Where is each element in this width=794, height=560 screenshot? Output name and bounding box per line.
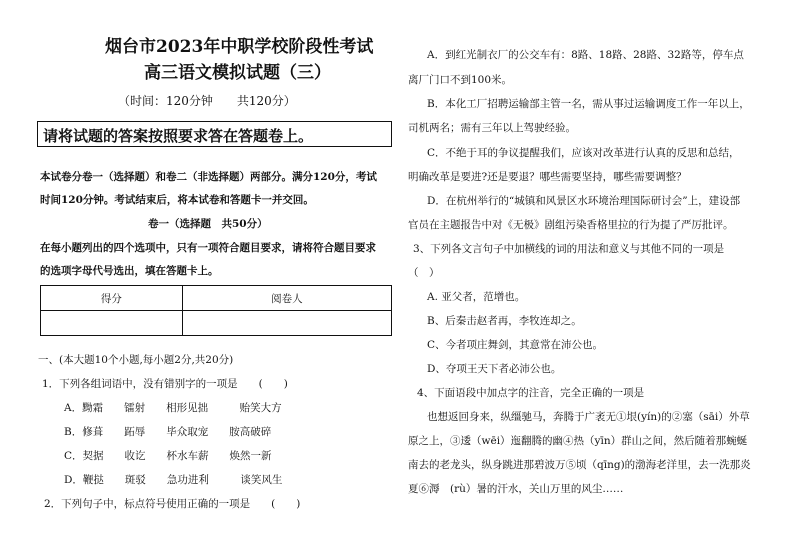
score-cell[interactable]	[41, 311, 183, 336]
q2-option-b-line-2: 司机两名；需有三年以上驾驶经验。	[408, 122, 576, 134]
q2-option-a-line-1: A．到红光制衣厂的公交车有：8路、18路、28路、32路等，停车点	[427, 49, 744, 61]
intro-line-1: 本试卷分卷一（选择题）和卷二（非选择题）两部分。满分120分，考试	[40, 171, 377, 183]
question-3-option-b: B、后秦击赵者再，李牧连却之。	[427, 315, 582, 327]
question-3-option-d: D、夺项王天下者必沛公也。	[427, 363, 562, 375]
passage-line-3: 南去的老龙头，纵身跳进那碧波万⑤顷（qīng)的渤海老洋里，去一洗那炎	[408, 459, 751, 471]
exam-time: （时间：120分钟 共120分）	[118, 94, 296, 108]
passage-line-1: 也想返回身来，纵缰驰马，奔腾于广袤无①垠(yín)的②塞（sāi）外草	[427, 411, 750, 423]
q2-option-b-line-1: B．本化工厂招聘运输部主管一名，需从事过运输调度工作一年以上，	[427, 98, 750, 110]
question-1-option-b: B．修葺 跖辱 毕众取宠 胺高破碎	[64, 426, 272, 438]
q2-option-c-line-1: C．不绝于耳的争议提醒我们，应该对改革进行认真的反思和总结，	[427, 147, 740, 159]
exam-subtitle: 高三语文模拟试题（三）	[144, 63, 331, 83]
question-4-stem: 4、下面语段中加点字的注音，完全正确的一项是	[417, 387, 645, 399]
question-3-option-a: A. 亚父者，范增也。	[427, 291, 526, 303]
notice-box	[37, 121, 392, 147]
q2-option-a-line-2: 离厂门口不到100米。	[408, 74, 513, 86]
question-3-stem: 3、下列各文言句子中加横线的词的用法和意义与其他不同的一项是	[413, 243, 725, 255]
question-2-stem: 2．下列句子中，标点符号使用正确的一项是 ( )	[44, 498, 301, 510]
intro-line-2: 时间120分钟。考试结束后，将本试卷和答题卡一并交回。	[40, 194, 314, 206]
left-column	[30, 0, 385, 560]
question-1-option-c: C．契据 收讫 杯水车薪 焕然一新	[64, 450, 272, 462]
q2-option-d-line-2: 官员在主题报告中对《无极》剧组污染香格里拉的行为提了严厉批评。	[408, 219, 734, 231]
question-3-option-c: C、今者项庄舞剑，其意常在沛公也。	[427, 339, 604, 351]
notice-text: 请将试题的答案按照要求答在答题卷上。	[43, 127, 314, 145]
passage-line-2: 原之上，③逶（wēi）迤翻腾的幽④热（yīn）群山之间，然后随着那蜿蜒	[408, 435, 748, 447]
question-1-option-d: D．鞭挞 斑驳 急功进利 谈笑风生	[64, 474, 283, 486]
score-header: 得分	[41, 286, 183, 311]
question-1-stem: 1．下列各组词语中，没有错别字的一项是 ( )	[42, 378, 288, 390]
question-1-option-a: A．黝霜 镭射 相形见拙 贻笑大方	[64, 402, 282, 414]
part-one-heading: 一、(本大题10个小题,每小题2分,共20分)	[38, 354, 234, 366]
grader-cell[interactable]	[182, 311, 391, 336]
right-column	[405, 0, 780, 560]
section-heading: 卷一（选择题 共50分）	[148, 218, 268, 230]
instruction-line-2: 的选项字母代号选出，填在答题卡上。	[40, 265, 219, 277]
instruction-line-1: 在每小题列出的四个选项中，只有一项符合题目要求，请将符合题目要求	[40, 242, 376, 254]
grader-header: 阅卷人	[182, 286, 391, 311]
score-table	[40, 285, 392, 336]
exam-title: 烟台市2023年中职学校阶段性考试	[105, 37, 374, 57]
question-3-paren: （ ）	[408, 267, 440, 279]
passage-line-4: 夏⑥溽 (rù）暑的汗水，关山万里的风尘……	[408, 483, 624, 495]
q2-option-d-line-1: D．在杭州举行的“城镇和风景区水环境治理国际研讨会”上，建设部	[427, 195, 741, 207]
q2-option-c-line-2: 明确改革是要进?还是要退？哪些需要坚持，哪些需要调整？	[408, 171, 687, 183]
